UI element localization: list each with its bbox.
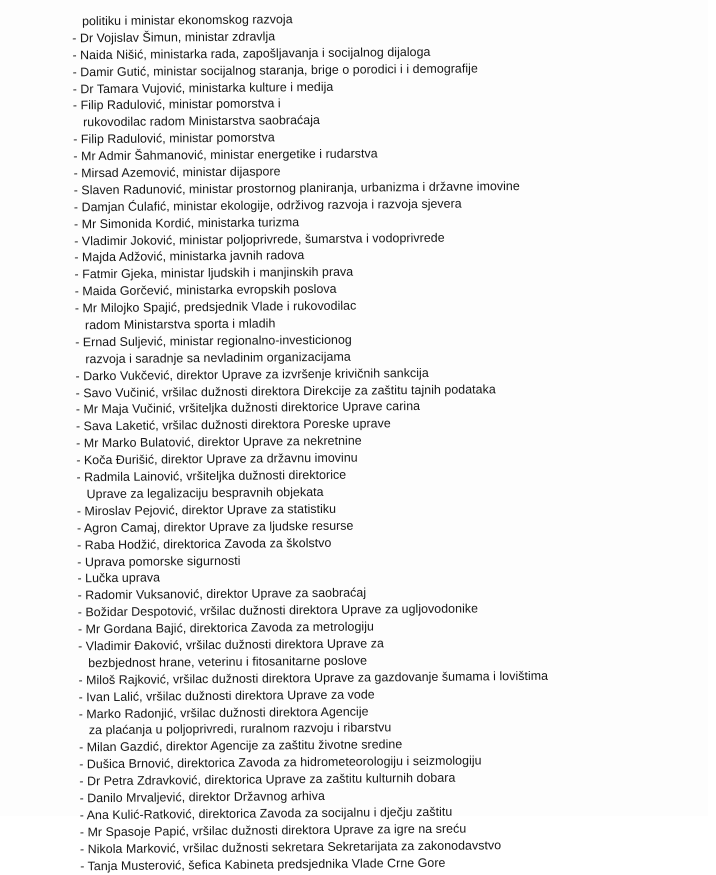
list-item-text: - Dr Vojislav Šimun, ministar zdravlja	[72, 29, 276, 46]
list-item-text: - Mr Milojko Spajić, predsjednik Vlade i rukovodilac	[74, 298, 357, 316]
list-item-text: - Savo Vučinić, vršilac dužnosti direktora Direkcije za zaštitu tajnih podataka	[75, 381, 496, 400]
list-item-text: razvoja i saradnje sa nevladinim organizacijama	[85, 349, 351, 367]
list-item-text: - Raba Hodžić, direktorica Zavoda za školstvo	[77, 535, 332, 552]
list-item-text: - Lučka uprava	[77, 570, 161, 586]
list-item-text: - Mr Marko Bulatović, direktor Uprave za nekretnine	[76, 433, 362, 451]
list-item-text: - Miroslav Pejović, direktor Uprave za statistiku	[76, 501, 337, 519]
list-item-text: - Koča Đurišić, direktor Uprave za državnu imovinu	[76, 450, 358, 468]
list-item-text: radom Ministarstva sporta i mladih	[84, 316, 276, 333]
list-item-text: - Radomir Vuksanović, direktor Uprave za saobraćaj	[77, 585, 367, 603]
list-item-text: - Maida Gorčević, ministarka evropskih poslova	[74, 282, 337, 299]
list-item-text: - Slaven Radunović, ministar prostornog planiranja, urbanizma i državne imovine	[73, 178, 520, 198]
appointee-list	[0, 7, 716, 875]
list-item-text: - Dušica Brnović, direktorica Zavoda za hidrometeorologiju i seizmologiju	[79, 753, 482, 772]
list-item-text: - Mr Spasoje Papić, vršilac dužnosti direktora Uprave za igre na sreću	[79, 821, 467, 840]
list-item-text: Uprave za legalizaciju bespravnih objekata	[86, 484, 324, 502]
list-item-text: rukovodilac radom Ministarstva saobraćaja	[82, 113, 320, 130]
list-item-text: - Darko Vukčević, direktor Uprave za izvršenje krivičnih sankcija	[75, 365, 429, 383]
list-item-text: - Marko Radonjić, vršilac dužnosti direktora Agencije	[78, 704, 369, 721]
list-item-text: - Mr Gordana Bajić, direktorica Zavoda za metrologiju	[77, 619, 374, 637]
list-item-text: - Ernad Suljević, ministar regionalno-investicionog	[75, 332, 352, 350]
list-item-text: - Vladimir Đaković, vršilac dužnosti direktora Uprave za	[78, 636, 384, 654]
list-item-text: - Filip Radulović, ministar pomorstva i	[72, 96, 281, 113]
list-item-text: - Dr Petra Zdravković, direktorica Uprave za zaštitu kulturnih dobara	[79, 770, 456, 789]
list-item-text: - Mr Maja Vučinić, vršiteljka dužnosti direktorice Uprave carina	[75, 399, 421, 417]
list-item-text: - Vladimir Joković, ministar poljoprivrede, šumarstva i vodoprivrede	[74, 230, 445, 248]
list-item-text: - Sava Laketić, vršilac dužnosti direktora Poreske uprave	[75, 416, 391, 434]
list-item-text: - Agron Camaj, direktor Uprave za ljudske resurse	[76, 518, 354, 536]
list-item-text: politiku i ministar ekonomskog razvoja	[82, 12, 293, 29]
list-item-text: - Ivan Lalić, vršilac dužnosti direktora Uprave za vode	[78, 687, 375, 704]
list-item-text: - Naida Nišić, ministarka rada, zapošljavanja i socijalnog dijaloga	[72, 44, 431, 63]
list-item-text: - Fatmir Gjeka, ministar ljudskih i manjinskih prava	[74, 264, 354, 282]
list-item-text: - Božidar Despotović, vršilac dužnosti direktora Uprave za ugljovodonike	[77, 601, 479, 620]
list-item-text: - Nikola Marković, vršilac dužnosti sekretara Sekretarijata za zakonodavstvo	[79, 837, 502, 856]
list-item-text: - Mr Admir Šahmanović, ministar energetike i rudarstva	[73, 146, 378, 164]
list-item-text: - Damjan Ćulafić, ministar ekologije, održivog razvoja i razvoja sjevera	[73, 196, 462, 215]
list-item-text: bezbjednost hrane, veterinu i fitosanitarne poslove	[88, 653, 368, 671]
list-item-text: - Dr Tamara Vujović, ministarka kulture i medija	[72, 79, 334, 96]
list-item-text: - Radmila Lainović, vršiteljka dužnosti direktorice	[76, 467, 347, 485]
list-item-text: - Danilo Mrvaljević, direktor Državnog arhiva	[79, 788, 325, 806]
list-item-text: - Damir Gutić, ministar socijalnog staranja, brige o porodici i i demografije	[72, 61, 478, 79]
list-item-text: - Uprava pomorske sigurnosti	[77, 553, 241, 569]
list-item-text: - Ana Kulić-Ratković, direktorica Zavoda za socijalnu i dječju zaštitu	[79, 804, 453, 823]
list-item-text: - Mirsad Azemović, ministar dijaspore	[73, 164, 281, 181]
list-item-text: - Filip Radulović, ministar pomorstva	[73, 130, 275, 147]
list-item-text: - Milan Gazdić, direktor Agencije za zaštitu životne sredine	[78, 737, 403, 755]
list-item-text: - Miloš Rajković, vršilac dužnosti direktora Uprave za gazdovanje šumama i lovištima	[78, 668, 549, 688]
list-item-text: za plaćanja u poljoprivredi, ruralnom razvoju i ribarstvu	[88, 720, 392, 738]
list-item-text: - Mr Simonida Kordić, ministarka turizma	[73, 214, 300, 231]
list-item-text: - Tanja Musterović, šefica Kabineta predsjednika Vlade Crne Gore	[80, 855, 446, 873]
list-item-text: - Majda Adžović, ministarka javnih radova	[74, 248, 305, 265]
